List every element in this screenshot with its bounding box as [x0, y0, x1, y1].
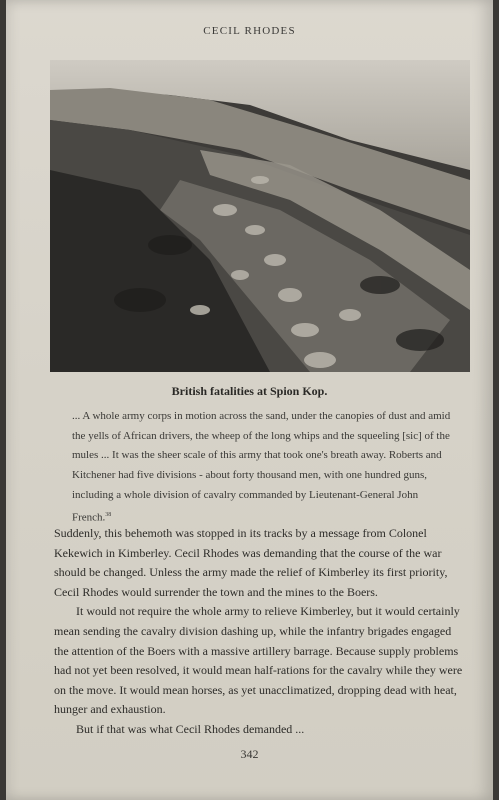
- block-quote: [72, 407, 452, 528]
- paragraph-1: Suddenly, this behemoth was stopped in its tracks by a message from Colonel Kekewich in Kimberley. Cecil Rhodes was demanding that the course of the war should be changed. Unless the army made the relief of Kimberley its first priority, Cecil Rhodes would surrender the town and the mines to the Boers.: [54, 526, 448, 599]
- body-text: [54, 524, 464, 740]
- photograph: [50, 60, 470, 372]
- paragraph-2: It would not require the whole army to relieve Kimberley, but it would certainly mean sending the cavalry division dashing up, while the infantry brigades engaged the attention of the Boers with a massive artillery barrage. Because supply problems had not yet been resolved, it would mean half-rations for the cavalry while they were on the move. It would mean horses, as yet unacclimatized, dropping dead with heat, hunger and exhaustion.: [54, 604, 463, 717]
- trench-photo-image: [50, 60, 470, 372]
- paragraph-3: But if that was what Cecil Rhodes demanded ...: [76, 721, 305, 736]
- book-page: [6, 0, 493, 800]
- photo-caption: British fatalities at Spion Kop.: [171, 384, 328, 398]
- page-number: 342: [240, 747, 259, 761]
- footnote-reference: 38: [105, 511, 112, 518]
- running-head: CECIL RHODES: [203, 25, 296, 37]
- quote-text: ... A whole army corps in motion across the sand, under the canopies of dust and amid the yells of African drivers, the wheep of the long whips and the squeeling [sic] of the mules ... It was the sheer scale of this army that took one's breath away. Roberts and Kitchener had five divisions - about forty thousand men, with one hundred guns, including a whole division of cavalry commanded by Lieutenant-General John French.: [72, 410, 451, 524]
